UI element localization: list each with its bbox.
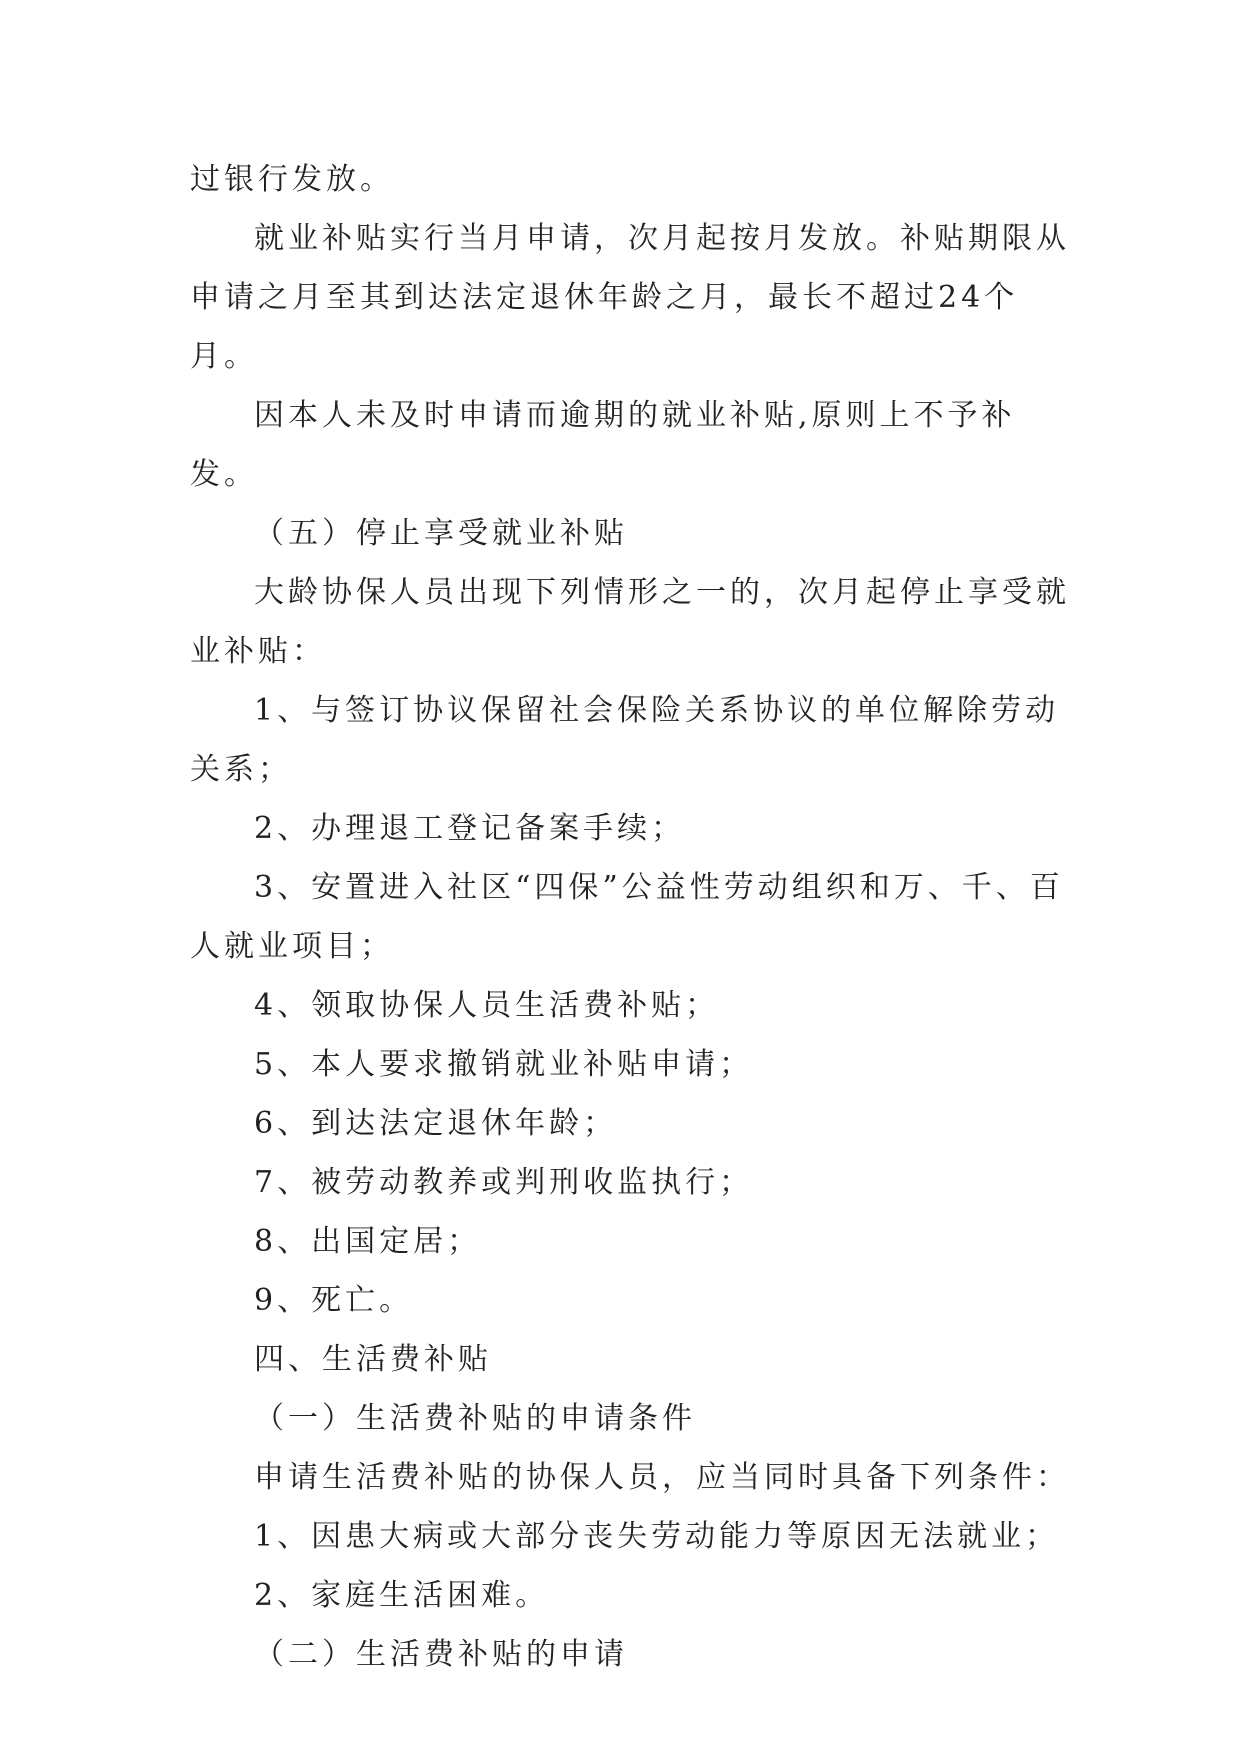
condition-item-1: 1、因患大病或大部分丧失劳动能力等原因无法就业； — [254, 1519, 1060, 1554]
section-heading-stop-subsidy: （五）停止享受就业补贴 — [254, 516, 628, 551]
document-body — [190, 150, 1070, 1684]
section-heading-living-subsidy: 四、生活费补贴 — [254, 1342, 492, 1377]
list-item-6: 6、到达法定退休年龄； — [254, 1106, 618, 1141]
condition-item-2: 2、家庭生活困难。 — [254, 1578, 550, 1613]
list-item-9: 9、死亡。 — [254, 1283, 414, 1318]
list-item-1: 1、与签订协议保留社会保险关系协议的单位解除劳动关系； — [190, 693, 1060, 787]
subsection-heading-application: （二）生活费补贴的申请 — [254, 1637, 628, 1672]
paragraph-no-back-payment: 因本人未及时申请而逾期的就业补贴,原则上不予补发。 — [190, 398, 1016, 492]
list-item-7: 7、被劳动教养或判刑收监执行； — [254, 1165, 754, 1200]
list-item-3: 3、安置进入社区“四保”公益性劳动组织和万、千、百人就业项目； — [190, 870, 1064, 964]
paragraph-subsidy-period: 就业补贴实行当月申请，次月起按月发放。补贴期限从申请之月至其到达法定退休年龄之月，最长不超过24个月。 — [190, 221, 1070, 374]
subsection-heading-application-conditions: （一）生活费补贴的申请条件 — [254, 1401, 696, 1436]
list-item-5: 5、本人要求撤销就业补贴申请； — [254, 1047, 754, 1082]
list-item-8: 8、出国定居； — [254, 1224, 482, 1259]
paragraph-conditions-intro: 申请生活费补贴的协保人员，应当同时具备下列条件： — [254, 1460, 1070, 1495]
paragraph-bank-payment: 过银行发放。 — [190, 162, 394, 197]
list-item-4: 4、领取协保人员生活费补贴； — [254, 988, 720, 1023]
list-item-2: 2、办理退工登记备案手续； — [254, 811, 686, 846]
paragraph-stop-conditions-intro: 大龄协保人员出现下列情形之一的，次月起停止享受就业补贴： — [190, 575, 1070, 669]
